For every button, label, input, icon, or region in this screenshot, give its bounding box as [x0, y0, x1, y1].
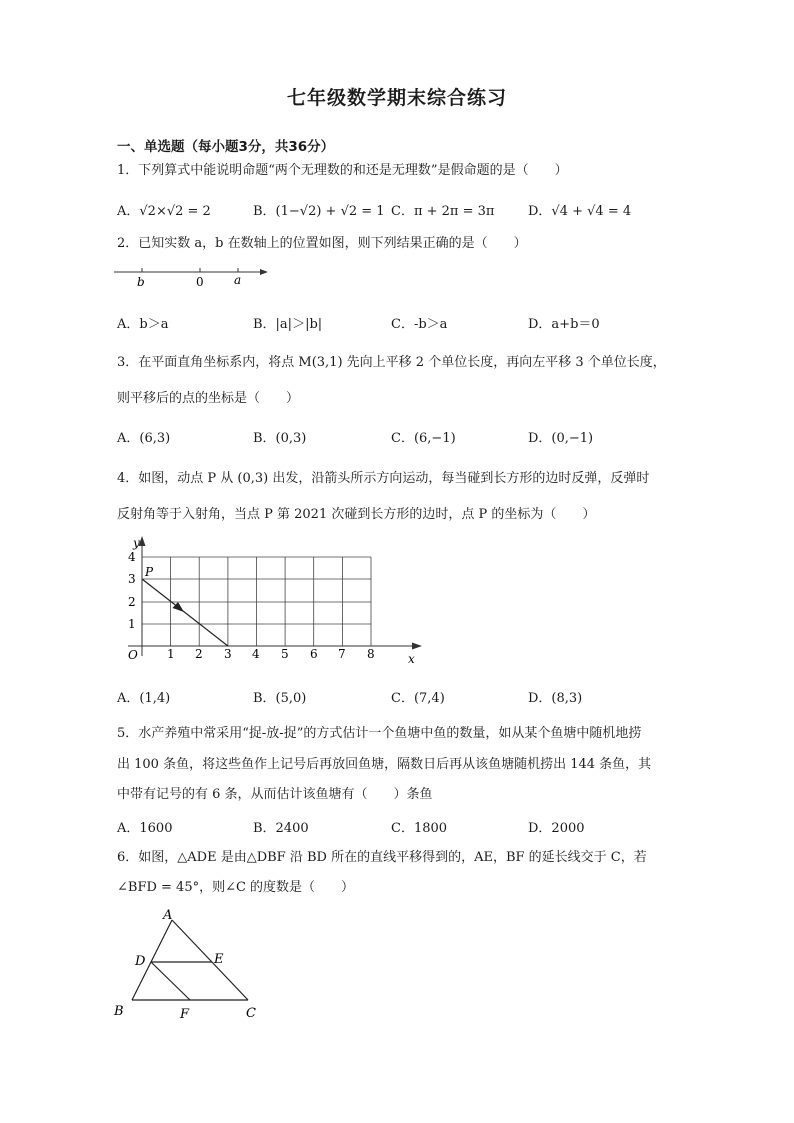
label-0: 0 — [196, 275, 204, 289]
path-of-p — [142, 579, 228, 646]
x-tick-8: 8 — [367, 647, 375, 661]
x-tick-1: 1 — [167, 647, 175, 661]
q2-option-a[interactable]: A．b＞a — [117, 317, 169, 332]
q2-stem: 2．已知实数 a，b 在数轴上的位置如图，则下列结果正确的是（ ） — [117, 236, 527, 251]
x-tick-2: 2 — [195, 647, 203, 661]
q1-option-c[interactable]: C．π + 2π = 3π — [391, 204, 495, 219]
q3-option-b[interactable]: B．(0,3) — [253, 431, 307, 446]
y-tick-3: 3 — [128, 572, 136, 586]
x-tick-3: 3 — [224, 647, 232, 661]
page-title: 七年级数学期末综合练习 — [286, 87, 507, 109]
q5-stem-line1: 5．水产养殖中常采用“捉-放-捉”的方式估计一个鱼塘中鱼的数量，如从某个鱼塘中随机地捞 — [117, 726, 642, 741]
number-line-figure — [112, 262, 272, 292]
q6-triangle-figure — [108, 905, 268, 1025]
q5-option-d[interactable]: D．2000 — [528, 821, 585, 836]
x-axis-label: x — [408, 652, 415, 666]
q3-stem-line2: 则平移后的点的坐标是（ ） — [117, 391, 300, 406]
x-tick-7: 7 — [338, 647, 346, 661]
vertex-f-label: F — [180, 1007, 190, 1022]
q5-option-a[interactable]: A．1600 — [117, 821, 173, 836]
label-b: b — [137, 275, 145, 289]
origin-label: O — [128, 648, 138, 662]
q3-option-a[interactable]: A．(6,3) — [117, 431, 171, 446]
segment-df — [151, 962, 190, 1000]
q4-stem-line1: 4．如图，动点 P 从 (0,3) 出发，沿箭头所示方向运动，每当碰到长方形的边时反弹，反弹时 — [117, 471, 650, 486]
q4-grid-figure — [112, 533, 432, 668]
q4-option-c[interactable]: C．(7,4) — [391, 691, 445, 706]
vertex-d-label: D — [135, 954, 146, 969]
q1-stem: 1．下列算式中能说明命题“两个无理数的和还是无理数”是假命题的是（ ） — [117, 163, 568, 178]
vertex-a-label: A — [163, 908, 173, 923]
q4-option-d[interactable]: D．(8,3) — [528, 691, 583, 706]
q2-option-d[interactable]: D．a+b＝0 — [528, 317, 600, 332]
q2-option-c[interactable]: C．-b＞a — [391, 317, 448, 332]
y-axis-label: y — [133, 536, 140, 550]
q5-stem-line3: 中带有记号的有 6 条，从而估计该鱼塘有（ ）条鱼 — [117, 787, 433, 802]
x-tick-5: 5 — [281, 647, 289, 661]
vertex-c-label: C — [246, 1006, 256, 1021]
y-tick-1: 1 — [128, 617, 136, 631]
q2-option-b[interactable]: B．|a|＞|b| — [253, 317, 323, 332]
number-line-arrow-icon — [260, 269, 268, 275]
q1-option-a[interactable]: A．√2×√2 = 2 — [117, 204, 211, 219]
q1-option-b[interactable]: B．(1−√2) + √2 = 1 — [253, 204, 385, 219]
q5-option-c[interactable]: C．1800 — [391, 821, 448, 836]
segment-ac — [172, 920, 248, 1000]
q3-option-c[interactable]: C．(6,−1) — [391, 431, 456, 446]
q3-option-d[interactable]: D．(0,−1) — [528, 431, 594, 446]
q4-stem-line2: 反射角等于入射角，当点 P 第 2021 次碰到长方形的边时，点 P 的坐标为（ ） — [117, 507, 596, 522]
q4-option-a[interactable]: A．(1,4) — [117, 691, 171, 706]
point-p-label: P — [145, 565, 154, 579]
q1-option-d[interactable]: D．√4 + √4 = 4 — [528, 204, 632, 219]
section-heading: 一、单选题（每小题3分，共36分） — [117, 139, 335, 155]
vertex-b-label: B — [114, 1004, 124, 1019]
q5-option-b[interactable]: B．2400 — [253, 821, 309, 836]
q5-stem-line2: 出 100 条鱼，将这些鱼作上记号后再放回鱼塘，隔数日后再从该鱼塘随机捞出 144 条鱼，其 — [117, 757, 652, 772]
label-a: a — [234, 273, 242, 287]
y-tick-4: 4 — [128, 550, 136, 564]
q6-stem-line2: ∠BFD = 45°，则∠C 的度数是（ ） — [117, 880, 355, 895]
y-tick-2: 2 — [128, 595, 136, 609]
vertex-e-label: E — [214, 952, 224, 967]
x-axis-arrow-icon — [412, 643, 422, 650]
x-tick-6: 6 — [310, 647, 318, 661]
q6-stem-line1: 6．如图，△ADE 是由△DBF 沿 BD 所在的直线平移得到的，AE，BF 的延长线交于 C，若 — [117, 850, 647, 865]
x-tick-4: 4 — [252, 647, 260, 661]
q3-stem-line1: 3．在平面直角坐标系内，将点 M(3,1) 先向上平移 2 个单位长度，再向左平移 3 个单位长度， — [117, 355, 666, 370]
q4-option-b[interactable]: B．(5,0) — [253, 691, 307, 706]
